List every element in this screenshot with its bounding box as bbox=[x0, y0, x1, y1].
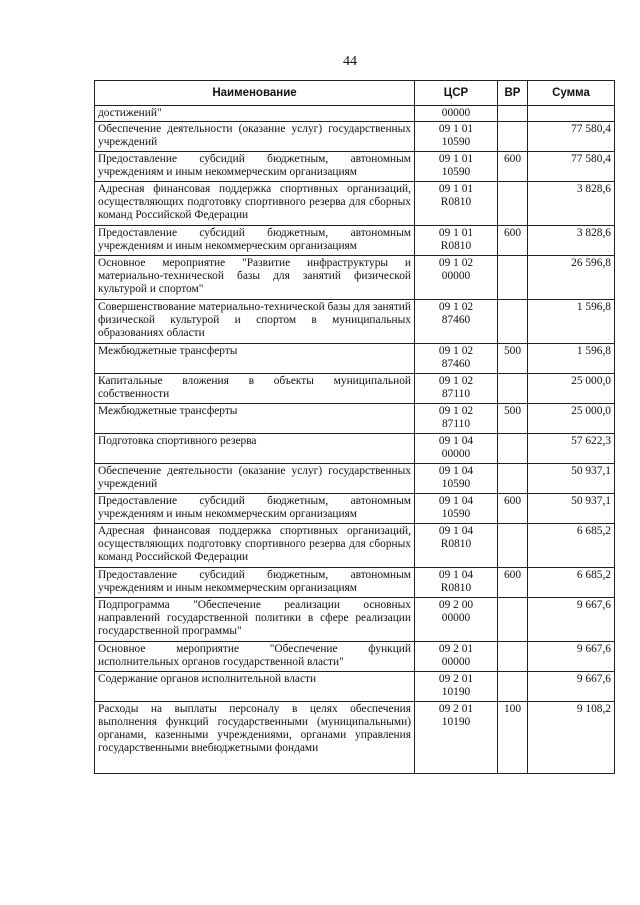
row-csr bbox=[415, 702, 498, 774]
row-name: Адресная финансовая поддержка спортивных организаций, осуществляющих подготовку спортивного резерва для сборных команд Российской Федерации bbox=[95, 524, 415, 568]
csr-direction-code: 10590 bbox=[441, 166, 471, 178]
row-name: Расходы на выплаты персоналу в целях обеспечения выполнения функций государственными (муниципальными) органами, казенными учреждениями, органами управления государственными внебюджетными фондами bbox=[95, 702, 415, 774]
row-vr: 600 bbox=[498, 226, 528, 256]
csr-direction-code: 10190 bbox=[441, 686, 471, 698]
row-csr bbox=[415, 598, 498, 642]
row-vr: 100 bbox=[498, 702, 528, 774]
row-name: Подготовка спортивного резерва bbox=[95, 434, 415, 464]
csr-direction-code: 00000 bbox=[441, 612, 471, 624]
row-vr: 500 bbox=[498, 344, 528, 374]
header-csr: ЦСР bbox=[415, 81, 498, 106]
csr-program-code: 09 1 01 bbox=[438, 153, 474, 165]
csr-program-code: 09 1 02 bbox=[438, 257, 474, 269]
csr-program-code: 09 1 02 bbox=[438, 375, 474, 387]
csr-direction-code: 00000 bbox=[441, 656, 471, 668]
table-row bbox=[95, 374, 615, 404]
header-name: Наименование bbox=[95, 81, 415, 106]
row-vr bbox=[498, 106, 528, 122]
row-vr bbox=[498, 598, 528, 642]
row-csr bbox=[415, 672, 498, 702]
header-sum: Сумма bbox=[528, 81, 615, 106]
row-sum: 9 108,2 bbox=[528, 702, 615, 774]
row-vr bbox=[498, 434, 528, 464]
header-vr: ВР bbox=[498, 81, 528, 106]
row-csr bbox=[415, 344, 498, 374]
row-name: Обеспечение деятельности (оказание услуг) государственных учреждений bbox=[95, 122, 415, 152]
row-sum: 3 828,6 bbox=[528, 182, 615, 226]
row-csr bbox=[415, 494, 498, 524]
row-vr bbox=[498, 374, 528, 404]
csr-program-code: 09 2 01 bbox=[438, 703, 474, 715]
csr-direction-code: 00000 bbox=[441, 448, 471, 460]
csr-program-code: 09 2 01 bbox=[438, 673, 474, 685]
row-name: Предоставление субсидий бюджетным, автономным учреждениям и иным некоммерческим организациям bbox=[95, 568, 415, 598]
row-vr: 600 bbox=[498, 568, 528, 598]
row-csr bbox=[415, 106, 498, 122]
row-name: Обеспечение деятельности (оказание услуг) государственных учреждений bbox=[95, 464, 415, 494]
row-name: Совершенствование материально-технической базы для занятий физической культурой и спортом в муниципальных образованиях области bbox=[95, 300, 415, 344]
row-name: Основное мероприятие "Развитие инфраструктуры и материально-технической базы для занятий физической культурой и спортом" bbox=[95, 256, 415, 300]
csr-direction-code: 87110 bbox=[441, 388, 471, 400]
csr-program-code: 09 1 02 bbox=[438, 301, 474, 313]
table-row bbox=[95, 226, 615, 256]
table-row bbox=[95, 702, 615, 774]
table-row bbox=[95, 672, 615, 702]
row-sum bbox=[528, 106, 615, 122]
csr-direction-code: R0810 bbox=[440, 240, 472, 252]
csr-program-code: 09 1 04 bbox=[438, 435, 474, 447]
csr-program-code: 09 2 00 bbox=[438, 599, 474, 611]
row-sum: 77 580,4 bbox=[528, 152, 615, 182]
table-row bbox=[95, 494, 615, 524]
row-vr: 500 bbox=[498, 404, 528, 434]
row-sum: 50 937,1 bbox=[528, 464, 615, 494]
table-row bbox=[95, 642, 615, 672]
csr-direction-code: R0810 bbox=[440, 196, 472, 208]
row-name: Подпрограмма "Обеспечение реализации основных направлений государственной политики в сфере реализации государственной программы" bbox=[95, 598, 415, 642]
row-name: достижений" bbox=[95, 106, 415, 122]
row-vr: 600 bbox=[498, 494, 528, 524]
row-vr bbox=[498, 122, 528, 152]
row-name: Основное мероприятие "Обеспечение функций исполнительных органов государственной власти" bbox=[95, 642, 415, 672]
row-name: Предоставление субсидий бюджетным, автономным учреждениям и иным некоммерческим организациям bbox=[95, 226, 415, 256]
csr-direction-code: 10590 bbox=[441, 508, 471, 520]
csr-direction-code: 00000 bbox=[441, 270, 471, 282]
row-name: Межбюджетные трансферты bbox=[95, 404, 415, 434]
row-sum: 50 937,1 bbox=[528, 494, 615, 524]
csr-program-code: 09 1 01 bbox=[438, 183, 474, 195]
table-row bbox=[95, 434, 615, 464]
row-csr bbox=[415, 568, 498, 598]
csr-program-code: 09 1 04 bbox=[438, 525, 474, 537]
row-vr bbox=[498, 464, 528, 494]
row-csr bbox=[415, 404, 498, 434]
row-csr bbox=[415, 524, 498, 568]
table-row bbox=[95, 122, 615, 152]
row-sum: 25 000,0 bbox=[528, 374, 615, 404]
csr-program-code: 09 1 01 bbox=[438, 123, 474, 135]
csr-direction-code: 87460 bbox=[441, 314, 471, 326]
row-vr bbox=[498, 524, 528, 568]
row-name: Межбюджетные трансферты bbox=[95, 344, 415, 374]
row-csr bbox=[415, 256, 498, 300]
row-sum: 26 596,8 bbox=[528, 256, 615, 300]
row-name: Адресная финансовая поддержка спортивных организаций, осуществляющих подготовку спортивного резерва для сборных команд Российской Федерации bbox=[95, 182, 415, 226]
row-sum: 3 828,6 bbox=[528, 226, 615, 256]
row-csr bbox=[415, 300, 498, 344]
row-sum: 6 685,2 bbox=[528, 524, 615, 568]
table-row bbox=[95, 106, 615, 122]
csr-program-code: 09 1 04 bbox=[438, 465, 474, 477]
csr-direction-code: R0810 bbox=[440, 538, 472, 550]
table-row bbox=[95, 152, 615, 182]
row-csr bbox=[415, 122, 498, 152]
row-sum: 77 580,4 bbox=[528, 122, 615, 152]
table-header-row bbox=[95, 81, 615, 106]
row-vr: 600 bbox=[498, 152, 528, 182]
csr-direction-code: 10590 bbox=[441, 478, 471, 490]
row-csr bbox=[415, 642, 498, 672]
row-sum: 25 000,0 bbox=[528, 404, 615, 434]
row-vr bbox=[498, 642, 528, 672]
row-sum: 9 667,6 bbox=[528, 642, 615, 672]
row-name: Капитальные вложения в объекты муниципальной собственности bbox=[95, 374, 415, 404]
table-row bbox=[95, 464, 615, 494]
table-row bbox=[95, 598, 615, 642]
table-row bbox=[95, 524, 615, 568]
row-csr bbox=[415, 434, 498, 464]
csr-program-code: 09 1 02 bbox=[438, 345, 474, 357]
csr-direction-code: 10590 bbox=[441, 136, 471, 148]
table-row bbox=[95, 344, 615, 374]
row-sum: 57 622,3 bbox=[528, 434, 615, 464]
table-row bbox=[95, 568, 615, 598]
table-row bbox=[95, 404, 615, 434]
row-sum: 9 667,6 bbox=[528, 672, 615, 702]
row-name: Содержание органов исполнительной власти bbox=[95, 672, 415, 702]
table-row bbox=[95, 182, 615, 226]
csr-program-code: 09 2 01 bbox=[438, 643, 474, 655]
row-vr bbox=[498, 672, 528, 702]
row-name: Предоставление субсидий бюджетным, автономным учреждениям и иным некоммерческим организациям bbox=[95, 494, 415, 524]
csr-program-code: 09 1 04 bbox=[438, 569, 474, 581]
row-vr bbox=[498, 300, 528, 344]
csr-program-code: 09 1 04 bbox=[438, 495, 474, 507]
csr-direction-code: 87110 bbox=[441, 418, 471, 430]
row-sum: 1 596,8 bbox=[528, 344, 615, 374]
row-sum: 1 596,8 bbox=[528, 300, 615, 344]
row-csr bbox=[415, 152, 498, 182]
budget-table bbox=[94, 80, 615, 774]
row-csr bbox=[415, 374, 498, 404]
csr-program-code: 09 1 01 bbox=[438, 227, 474, 239]
row-vr bbox=[498, 182, 528, 226]
table-row bbox=[95, 300, 615, 344]
csr-direction-code: 87460 bbox=[441, 358, 471, 370]
csr-direction-code: R0810 bbox=[440, 582, 472, 594]
row-csr bbox=[415, 182, 498, 226]
row-vr bbox=[498, 256, 528, 300]
page-number: 44 bbox=[343, 54, 357, 69]
row-csr bbox=[415, 226, 498, 256]
row-csr bbox=[415, 464, 498, 494]
csr-direction-code: 10190 bbox=[441, 716, 471, 728]
table-row bbox=[95, 256, 615, 300]
row-sum: 9 667,6 bbox=[528, 598, 615, 642]
csr-program-code: 09 1 02 bbox=[438, 405, 474, 417]
row-sum: 6 685,2 bbox=[528, 568, 615, 598]
csr-program-code: 00000 bbox=[441, 107, 471, 119]
row-name: Предоставление субсидий бюджетным, автономным учреждениям и иным некоммерческим организациям bbox=[95, 152, 415, 182]
